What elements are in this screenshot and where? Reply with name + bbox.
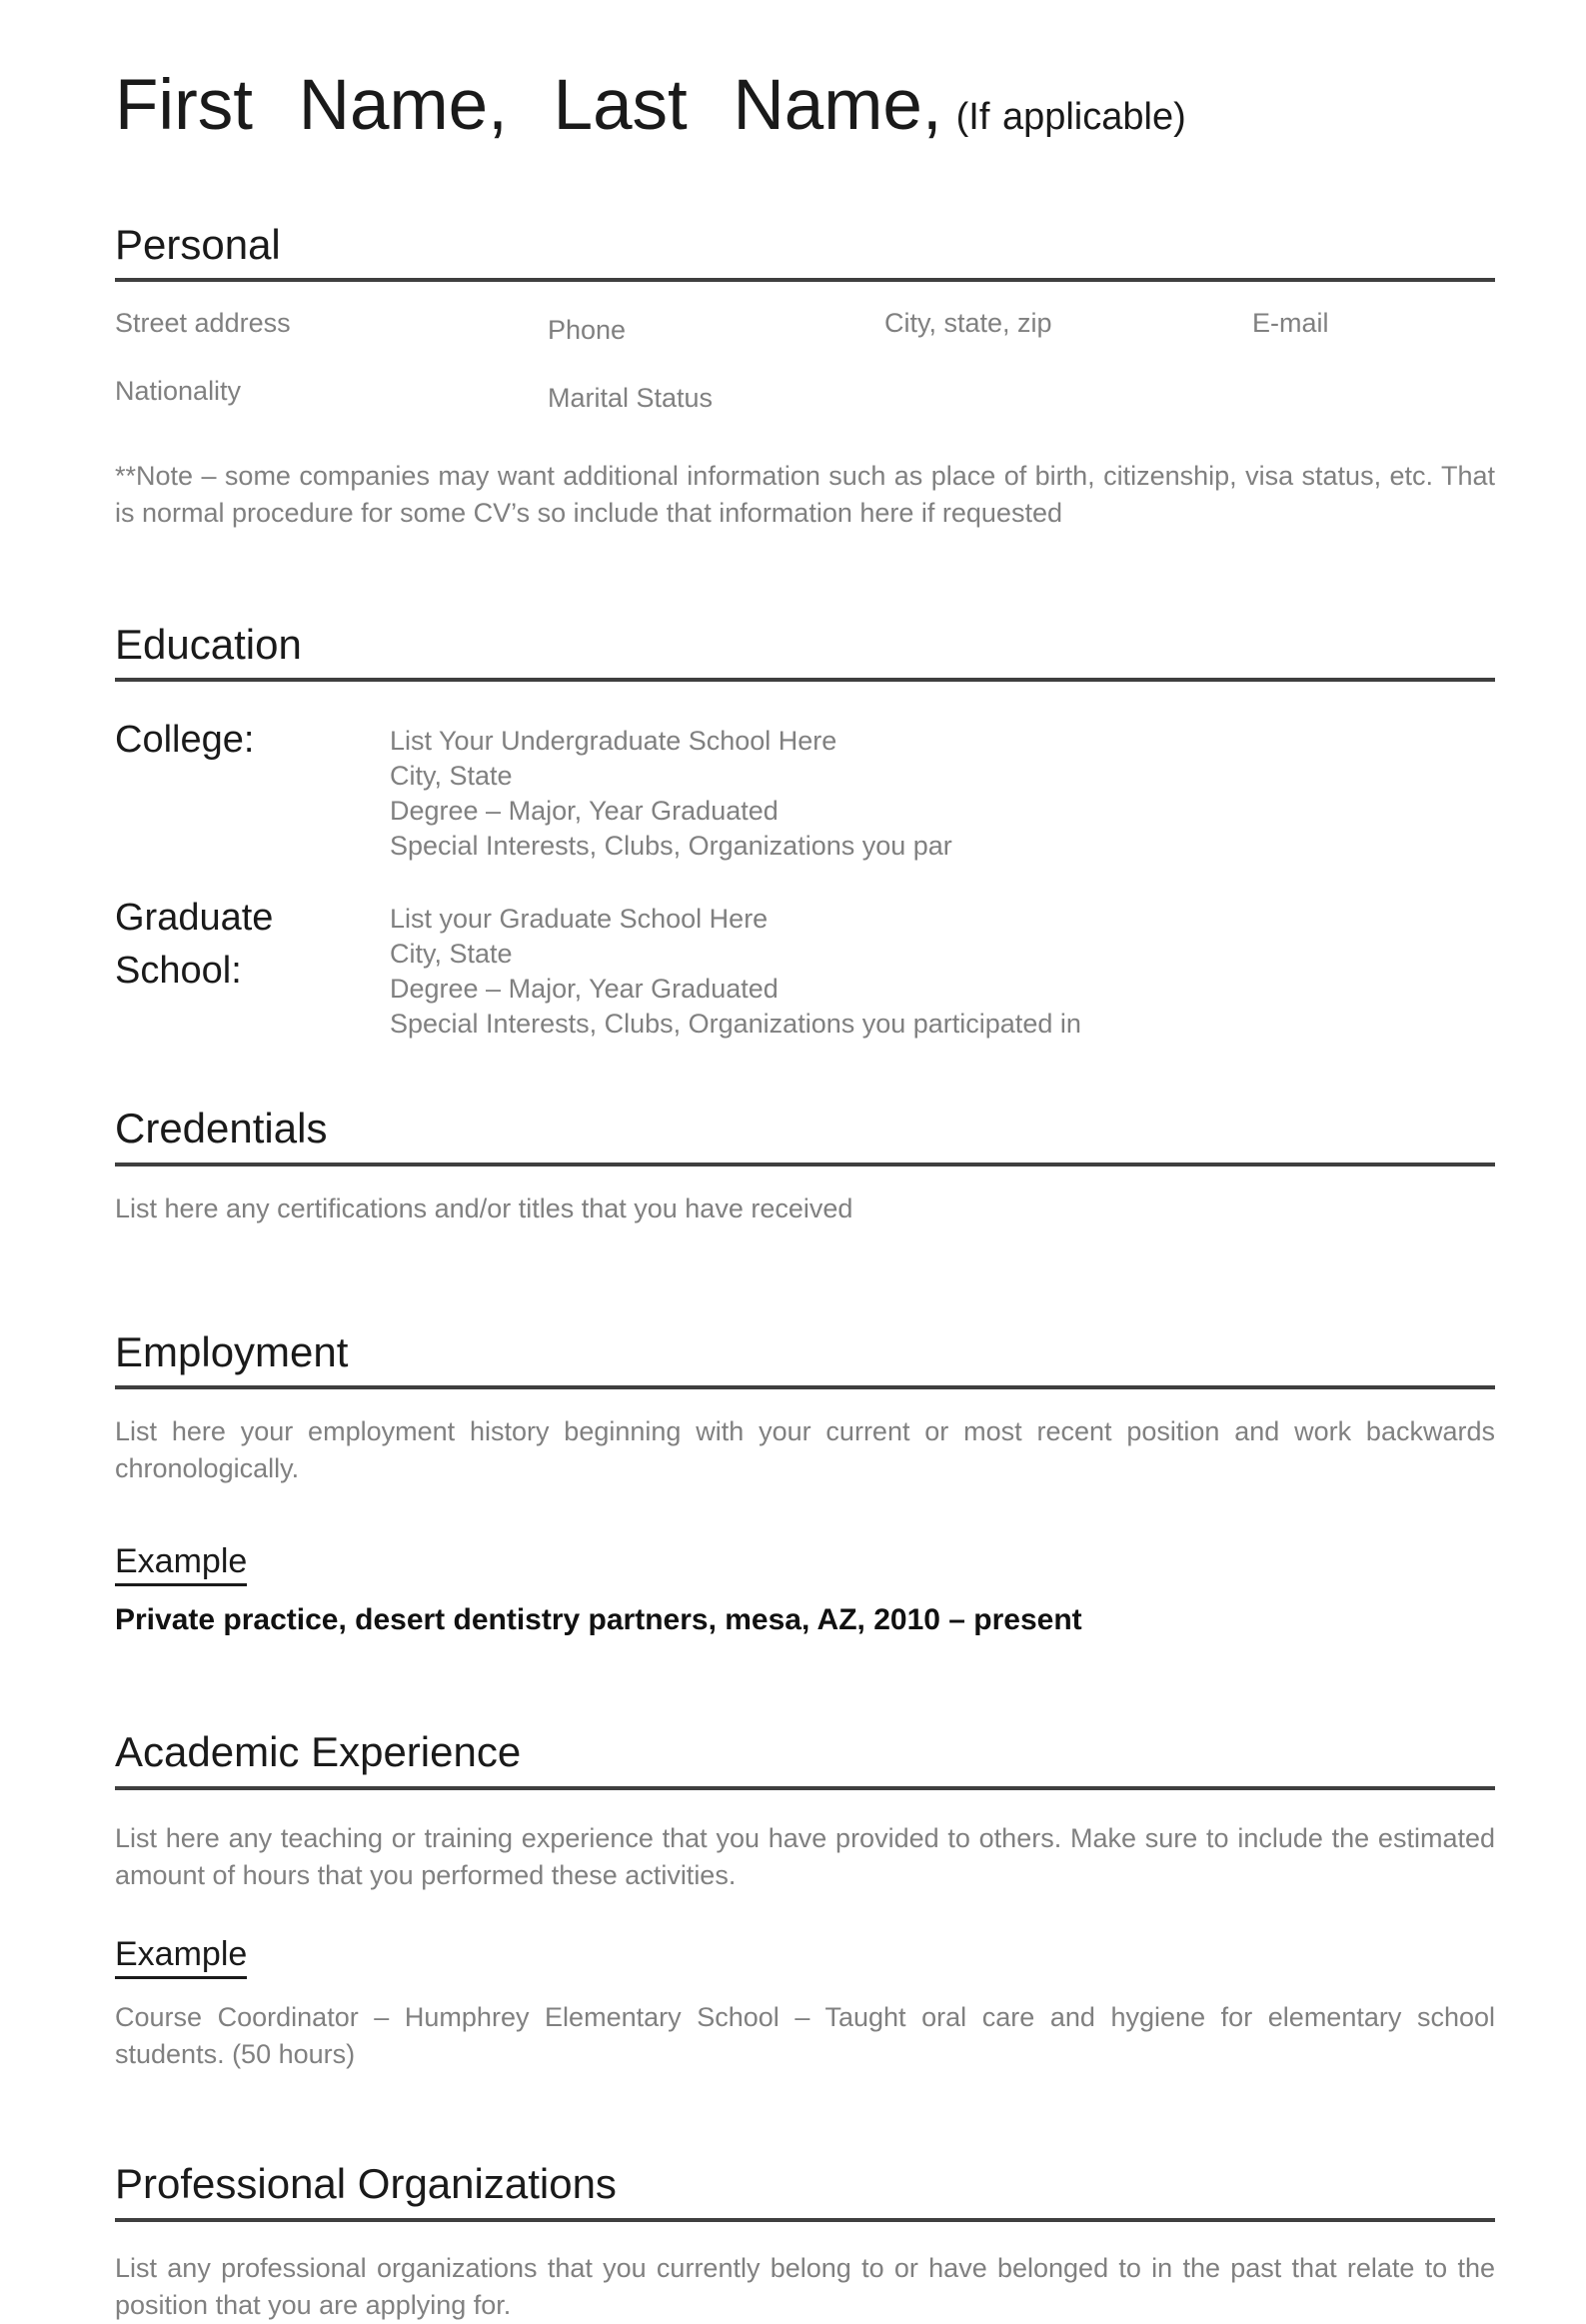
graduate-school-label: Graduate School: [115, 897, 274, 992]
academic-example-heading: Example [115, 1936, 247, 1979]
section-academic-experience [115, 1727, 1495, 2073]
credentials-rule [115, 1162, 1495, 1166]
graduate-school-description [390, 892, 1081, 1042]
employment-heading: Employment [115, 1327, 349, 1375]
academic-rule [115, 1786, 1495, 1790]
empty-cell [1252, 376, 1495, 414]
title-name: First Name, Last Name, [115, 66, 942, 145]
field-nationality: Nationality [115, 375, 242, 406]
section-credentials [115, 1104, 1495, 1226]
field-street-address: Street address [115, 307, 291, 338]
organizations-heading: Professional Organizations [115, 2160, 617, 2208]
employment-rule [115, 1385, 1495, 1389]
academic-heading: Academic Experience [115, 1728, 522, 1776]
organizations-text: List any professional organizations that you currently belong to or have belonged to in the past that relate to the position that you are applying for. [115, 2252, 1495, 2320]
section-education [115, 620, 1495, 1042]
academic-example-block [115, 1936, 1495, 2073]
credentials-heading: Credentials [115, 1105, 328, 1153]
college-line: City, State [390, 761, 513, 792]
personal-fields [115, 308, 1495, 414]
college-label: College: [115, 719, 255, 762]
personal-heading: Personal [115, 220, 281, 268]
college-line: Special Interests, Clubs, Organizations you par [390, 831, 952, 862]
personal-rule [115, 278, 1495, 282]
empty-cell [884, 376, 1252, 414]
graduate-line: Degree – Major, Year Graduated [390, 974, 779, 1005]
graduate-line: City, State [390, 939, 513, 970]
employment-example-text: Private practice, desert dentistry partners, mesa, AZ, 2010 – present [115, 1603, 1082, 1637]
employment-example-block [115, 1543, 1495, 1635]
education-rule [115, 678, 1495, 682]
personal-note: **Note – some companies may want additional information such as place of birth, citizenship, visa status, etc. That is normal procedure for some CV’s so include that information here if requested [115, 460, 1495, 528]
employment-text: List here your employment history beginning with your current or most recent position and work backwards chronologically. [115, 1416, 1495, 1484]
field-city-state-zip: City, state, zip [884, 307, 1052, 338]
college-line: List Your Undergraduate School Here [390, 726, 837, 757]
section-personal [115, 220, 1495, 532]
graduate-line: List your Graduate School Here [390, 904, 769, 935]
graduate-line: Special Interests, Clubs, Organizations you participated in [390, 1009, 1081, 1040]
credentials-text: List here any certifications and/or titles that you have received [115, 1192, 853, 1223]
college-description [390, 714, 952, 864]
field-phone: Phone [548, 314, 627, 345]
education-heading: Education [115, 620, 302, 668]
college-block [115, 714, 1495, 864]
section-professional-organizations [115, 2159, 1495, 2323]
field-email: E-mail [1252, 307, 1329, 338]
graduate-school-block [115, 892, 1495, 1042]
college-line: Degree – Major, Year Graduated [390, 796, 779, 827]
employment-example-heading: Example [115, 1543, 247, 1586]
academic-example-text: Course Coordinator – Humphrey Elementary School – Taught oral care and hygiene for elementary school students. (50 hours) [115, 2002, 1495, 2070]
field-marital-status: Marital Status [548, 382, 714, 413]
document-title [115, 66, 1495, 146]
organizations-rule [115, 2218, 1495, 2222]
title-suffix: (If applicable) [955, 96, 1186, 138]
academic-text: List here any teaching or training experience that you have provided to others. Make sure to include the estimated amount of hours that you performed these activities. [115, 1822, 1495, 1890]
section-employment [115, 1327, 1495, 1636]
